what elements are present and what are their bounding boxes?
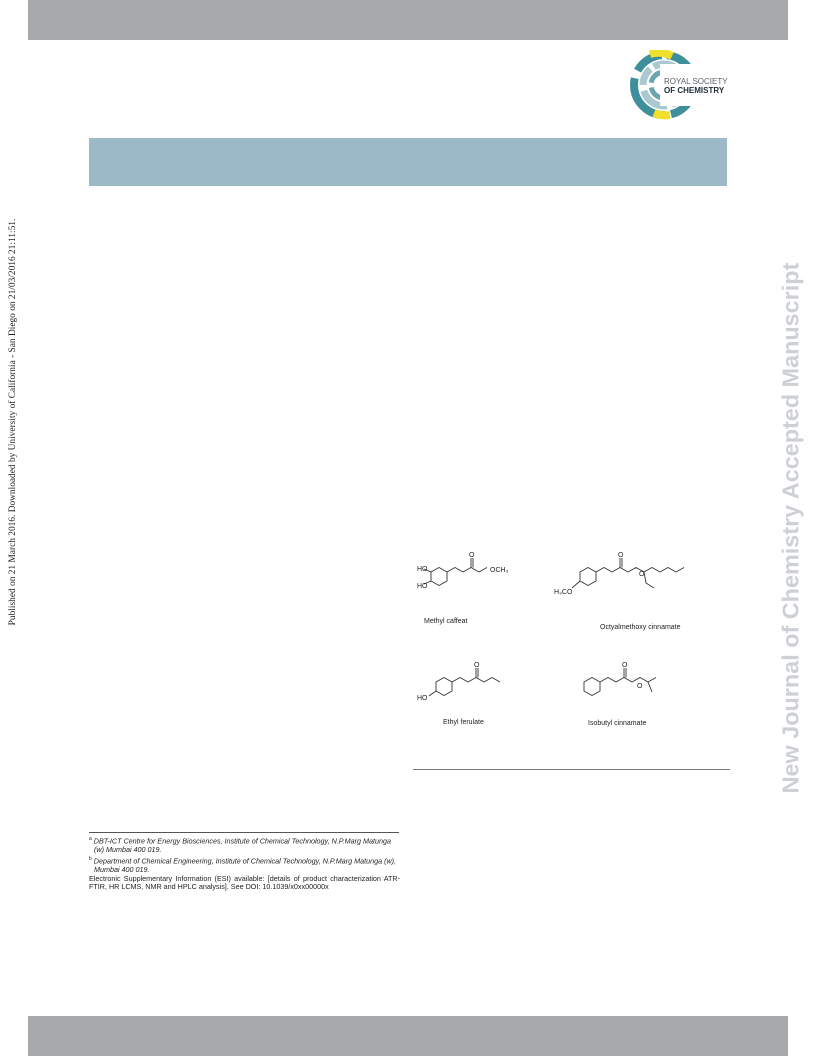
footnote-a-mark: a — [89, 836, 92, 842]
compound-label-methyl-caffeat: Methyl caffeat — [424, 618, 468, 625]
download-stamp-text: Published on 21 March 2016. Downloaded by University of California - San Diego on 21/03/2016 21:11:51. — [8, 218, 18, 626]
footnote-esi: Electronic Supplementary Information (ESI) available: [details of product characterization ATR-FTIR, HR LCMS, NMR and HPLC analysis]. See DOI: 10.1039/x0xx00000x — [89, 873, 400, 892]
chemical-structures-figure — [412, 548, 732, 748]
bottom-bar — [28, 1016, 788, 1056]
top-bar — [28, 0, 788, 40]
o-label-3: O — [639, 571, 645, 578]
footnote-b-mark: b — [89, 855, 92, 862]
och3-label: OCH₃ — [490, 567, 509, 574]
o-label-1: O — [469, 552, 475, 559]
o-label-2: O — [618, 552, 624, 559]
ho-label-1: HO — [417, 566, 428, 573]
footnote-divider — [89, 832, 399, 833]
o-label-4: O — [474, 662, 480, 669]
footnote-a-text: DBT-ICT Centre for Energy Biosciences, Institute of Chemical Technology, N.P.Marg Matunga (w) Mumbai 400 019. — [93, 836, 391, 855]
header-band — [89, 138, 727, 186]
footnote-b-text: Department of Chemical Engineering, Institute of Chemical Technology, N.P.Marg Matunga (w), Mumbai 400 019. — [93, 856, 397, 874]
ethyl-ferulate-ring — [436, 678, 452, 696]
o-label-5: O — [622, 662, 628, 669]
h3co-label: H₃CO — [554, 589, 573, 596]
rsc-logo-text — [664, 77, 728, 95]
methyl-caffeat-ring — [431, 568, 447, 586]
figure-divider — [413, 769, 730, 770]
isobutyl-cinnamate-ring — [584, 678, 600, 696]
ho-label-2: HO — [417, 583, 428, 590]
logo-line-1: ROYAL SOCIETY — [664, 77, 728, 86]
o-label-6: O — [637, 683, 643, 690]
logo-line-2: OF CHEMISTRY — [664, 86, 725, 95]
compound-label-ethyl-ferulate: Ethyl ferulate — [443, 719, 484, 726]
watermark-text: New Journal of Chemistry Accepted Manuscript — [777, 262, 804, 794]
ho-label-3: HO — [417, 695, 428, 702]
footnotes — [89, 835, 400, 892]
compound-label-isobutyl-cinnamate: Isobutyl cinnamate — [588, 720, 647, 727]
octyalmethoxy-ring — [580, 568, 596, 586]
compound-label-octyalmethoxy-cinnamate: Octyalmethoxy cinnamate — [600, 624, 681, 631]
footnote-b — [89, 855, 400, 875]
footnote-a — [89, 835, 400, 855]
